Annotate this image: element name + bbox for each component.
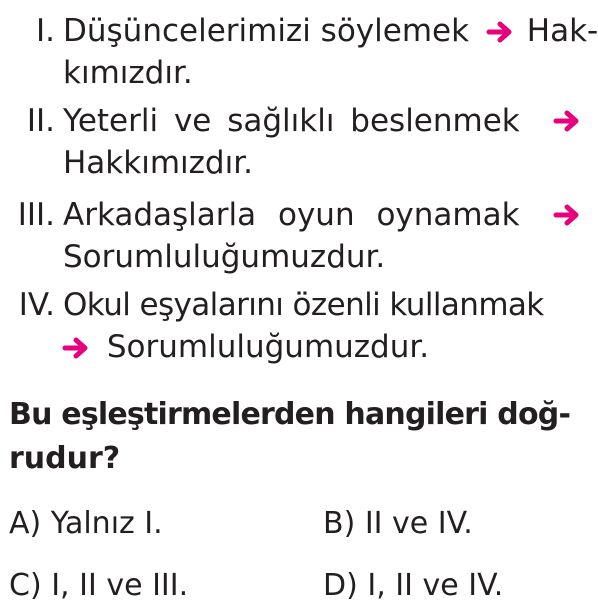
statement-text: Düşüncelerimizi söylemek	[63, 13, 470, 49]
statement-line	[63, 10, 598, 52]
statement-text: Sorumluluğumuzdur.	[106, 329, 430, 365]
question-line: Bu eşleştirmelerden hangileri doğ-	[9, 397, 571, 432]
statement-4	[0, 284, 587, 368]
statement-line: kımızdır.	[63, 55, 193, 91]
option-a[interactable]: A) Yalnız I.	[9, 506, 163, 541]
statement-text-end: Hak-	[526, 13, 598, 49]
statement-line	[63, 100, 580, 142]
statement-text: Yeterli ve sağlıklı beslenmek	[63, 103, 520, 139]
option-c[interactable]: C) I, II ve III.	[9, 568, 189, 603]
statement-numeral: I.	[36, 13, 55, 49]
statement-numeral: III.	[17, 197, 55, 233]
statement-text: Arkadaşlarla oyun oynamak	[63, 197, 520, 233]
option-d[interactable]: D) I, II ve IV.	[323, 568, 504, 603]
statement-numeral: IV.	[18, 287, 55, 323]
statement-line: Hakkımızdır.	[63, 145, 253, 181]
option-b[interactable]: B) II ve IV.	[323, 506, 473, 541]
question-line: rudur?	[9, 441, 121, 476]
right-arrow-icon	[487, 21, 513, 43]
statement-3	[0, 194, 587, 278]
question	[0, 392, 587, 484]
statement-line	[63, 326, 429, 368]
statement-line: Okul eşyalarını özenli kullanmak	[63, 287, 544, 323]
statement-line	[63, 194, 580, 236]
statement-2	[0, 100, 587, 184]
statement-line: Sorumluluğumuzdur.	[63, 239, 386, 275]
right-arrow-icon	[554, 110, 580, 132]
statement-1	[0, 10, 598, 94]
right-arrow-icon	[63, 337, 89, 359]
right-arrow-icon	[554, 204, 580, 226]
statement-numeral: II.	[26, 103, 55, 139]
